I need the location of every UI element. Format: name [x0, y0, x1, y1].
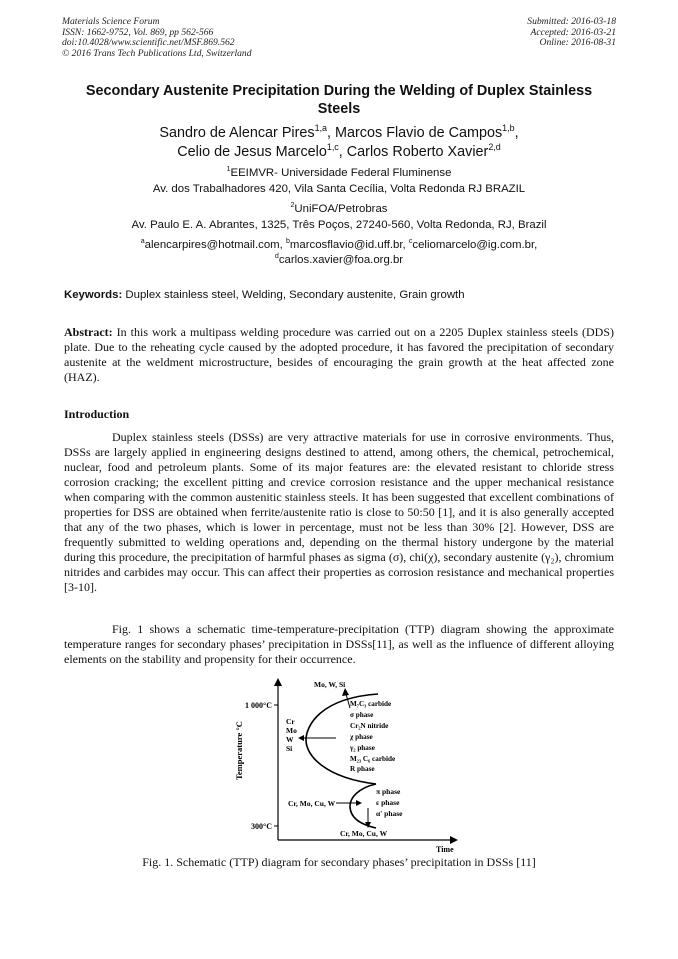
- journal-name: Materials Science Forum: [62, 16, 160, 27]
- email-sup: a: [140, 238, 145, 246]
- author-sup: 1,c: [326, 142, 339, 153]
- author-name: Celio de Jesus Marcelo: [177, 144, 327, 160]
- figure-caption: Fig. 1. Schematic (TTP) diagram for secondary phases’ precipitation in DSSs [11]: [142, 855, 536, 869]
- affiliation-sup: 2: [290, 202, 295, 210]
- phase-label: α' phase: [376, 809, 403, 818]
- left-element: Cr: [286, 717, 295, 726]
- affiliation-address: Av. dos Trabalhadores 420, Vila Santa Cecília, Volta Redonda RJ BRAZIL: [152, 182, 526, 195]
- affiliation-2: [60, 202, 618, 233]
- paper-title: Secondary Austenite Precipitation During the Welding of Duplex Stainless Steels: [85, 83, 593, 117]
- online-date: Online: 2016-08-31: [539, 37, 616, 49]
- phase-label: Cr₂N nitride: [350, 722, 389, 730]
- left-arrow-icon: [298, 735, 304, 741]
- journal-issn: ISSN: 1662-9752, Vol. 869, pp 562-566: [62, 26, 214, 38]
- email-link[interactable]: celiomarcelo@ig.com.br,: [412, 239, 538, 251]
- author-sup: 2,d: [488, 142, 501, 153]
- author-sup: 1,a: [314, 123, 328, 134]
- keywords: [64, 289, 465, 301]
- left-element: Mo: [286, 726, 297, 735]
- author-sup: 1,b: [502, 123, 515, 134]
- author-list: Sandro de Alencar Pires$^{1,a}$, Marcos Flavio de Campos$^{1,b}$, Celio de Jesus Marcelo$^{1,c}$, Carlos Roberto Xavier$^{2,d}$: [159, 123, 519, 160]
- affiliation-name: EEIMVR- Universidade Federal Fluminense: [230, 167, 452, 179]
- email-sup: b: [285, 238, 290, 246]
- x-axis-arrow-icon: [450, 836, 458, 844]
- author-name: Sandro de Alencar Pires: [159, 125, 315, 141]
- section-heading: Introduction: [64, 407, 130, 421]
- keywords-text: Duplex stainless steel, Welding, Secondary austenite, Grain growth: [125, 289, 465, 301]
- phase-label: M₇C₃ carbide: [350, 700, 392, 708]
- journal-header-right: [527, 17, 616, 49]
- affiliation-1: [60, 166, 618, 197]
- abstract-text: In this work a multipass welding procedure was carried out on a 2205 Duplex stainless steels (DDS) plate. Due to the reheating cycle caused by the adopted procedure, it has favored the precipitation of secondary austenite at the weldment microstructure, besides of encouraging the grain growth at the heat affected zone (HAZ).: [64, 325, 615, 384]
- left-element: Si: [286, 744, 293, 753]
- affiliation-address: Av. Paulo E. A. Abrantes, 1325, Três Poços, 27240-560, Volta Redonda, RJ, Brazil: [131, 218, 547, 231]
- accepted-date: Accepted: 2016-03-21: [530, 26, 616, 38]
- email-link[interactable]: alencarpires@hotmail.com,: [144, 239, 286, 251]
- lower-left-label: Cr, Mo, Cu, W: [288, 799, 336, 808]
- email-link[interactable]: carlos.xavier@foa.org.br: [278, 253, 404, 266]
- journal-header-left: [62, 17, 252, 59]
- phase-label: π phase: [376, 787, 401, 796]
- phase-label: γ₂ phase: [350, 744, 375, 752]
- abstract: [64, 325, 614, 385]
- phase-label: χ phase: [350, 733, 373, 741]
- email-sup: d: [274, 252, 279, 260]
- left-element: W: [286, 735, 294, 744]
- phase-label: ε phase: [376, 798, 400, 807]
- author-name: Carlos Roberto Xavier: [346, 144, 489, 160]
- abstract-label: Abstract:: [64, 325, 113, 339]
- submitted-date: Submitted: 2016-03-18: [527, 16, 616, 27]
- journal-copyright: © 2016 Trans Tech Publications Ltd, Switzerland: [62, 47, 252, 59]
- email-link[interactable]: marcosflavio@id.uff.br,: [289, 239, 409, 251]
- lower-left-arrow-icon: [356, 800, 362, 806]
- y-axis-label: Temperature °C: [234, 721, 244, 780]
- affiliation-name: UniFOA/Petrobras: [294, 203, 388, 215]
- top-arrow-icon: [342, 688, 349, 696]
- phase-label: M₂₃ C₆ carbide: [350, 755, 396, 763]
- lower-c-curve: [350, 784, 376, 828]
- top-arrow-label: Mo, W, Si: [314, 680, 346, 689]
- tick-label-low: 300°C: [251, 822, 272, 831]
- journal-doi: doi:10.4028/www.scientific.net/MSF.869.562: [62, 37, 235, 49]
- x-axis-label: Time: [436, 845, 454, 854]
- y-axis-arrow-icon: [274, 678, 282, 686]
- ttp-diagram: [228, 676, 460, 854]
- bottom-label: Cr, Mo, Cu, W: [340, 829, 388, 838]
- tick-label-high: 1 000°C: [245, 701, 272, 710]
- affiliation-sup: 1: [226, 166, 231, 174]
- email-sup: c: [408, 238, 413, 246]
- keywords-label: Keywords:: [64, 289, 123, 301]
- phase-label: σ phase: [350, 711, 374, 719]
- intro-paragraph-2: Fig. 1 shows a schematic time-temperature-precipitation (TTP) diagram showing the approximate temperature ranges for secondary phases’ precipitation in DSSs[11], as well as the influence of different alloying elements on the stability and propensity for their occurrence.: [64, 622, 614, 666]
- author-emails: [60, 238, 618, 267]
- author-name: Marcos Flavio de Campos: [335, 125, 503, 141]
- intro-paragraph-1: Duplex stainless steels (DSSs) are very attractive materials for use in corrosive environments. Thus, DSSs are largely applied in engineering designs destined to attend, among others, the chemical, petrochemical, nuclear, food and petroleum plants. Some of its major features are: the elevated resistant to chloride stress corrosion cracking; the excellent pitting and crevice corrosion resistance and the upper mechanical resistance when comparing with the common austenitic stainless steels. It has been suggested that excellent combinations of properties for DSS are obtained when ferrite/austenite ratio is close to 50:50 [1], and it is also generally accepted that any of the two phases, which is lower in percentage, must not be less than 30% [2]. However, DSS are frequently submitted to welding operations and, depending on the thermal history undergone by the material during this procedure, the precipitation of harmful phases as sigma (σ), chi(χ), secondary austenite (γ₂), chromium nitrides and carbides may occur. This can affect their properties as corrosion resistance and mechanical properties [3-10].: [64, 430, 614, 594]
- phase-label: R phase: [350, 765, 375, 773]
